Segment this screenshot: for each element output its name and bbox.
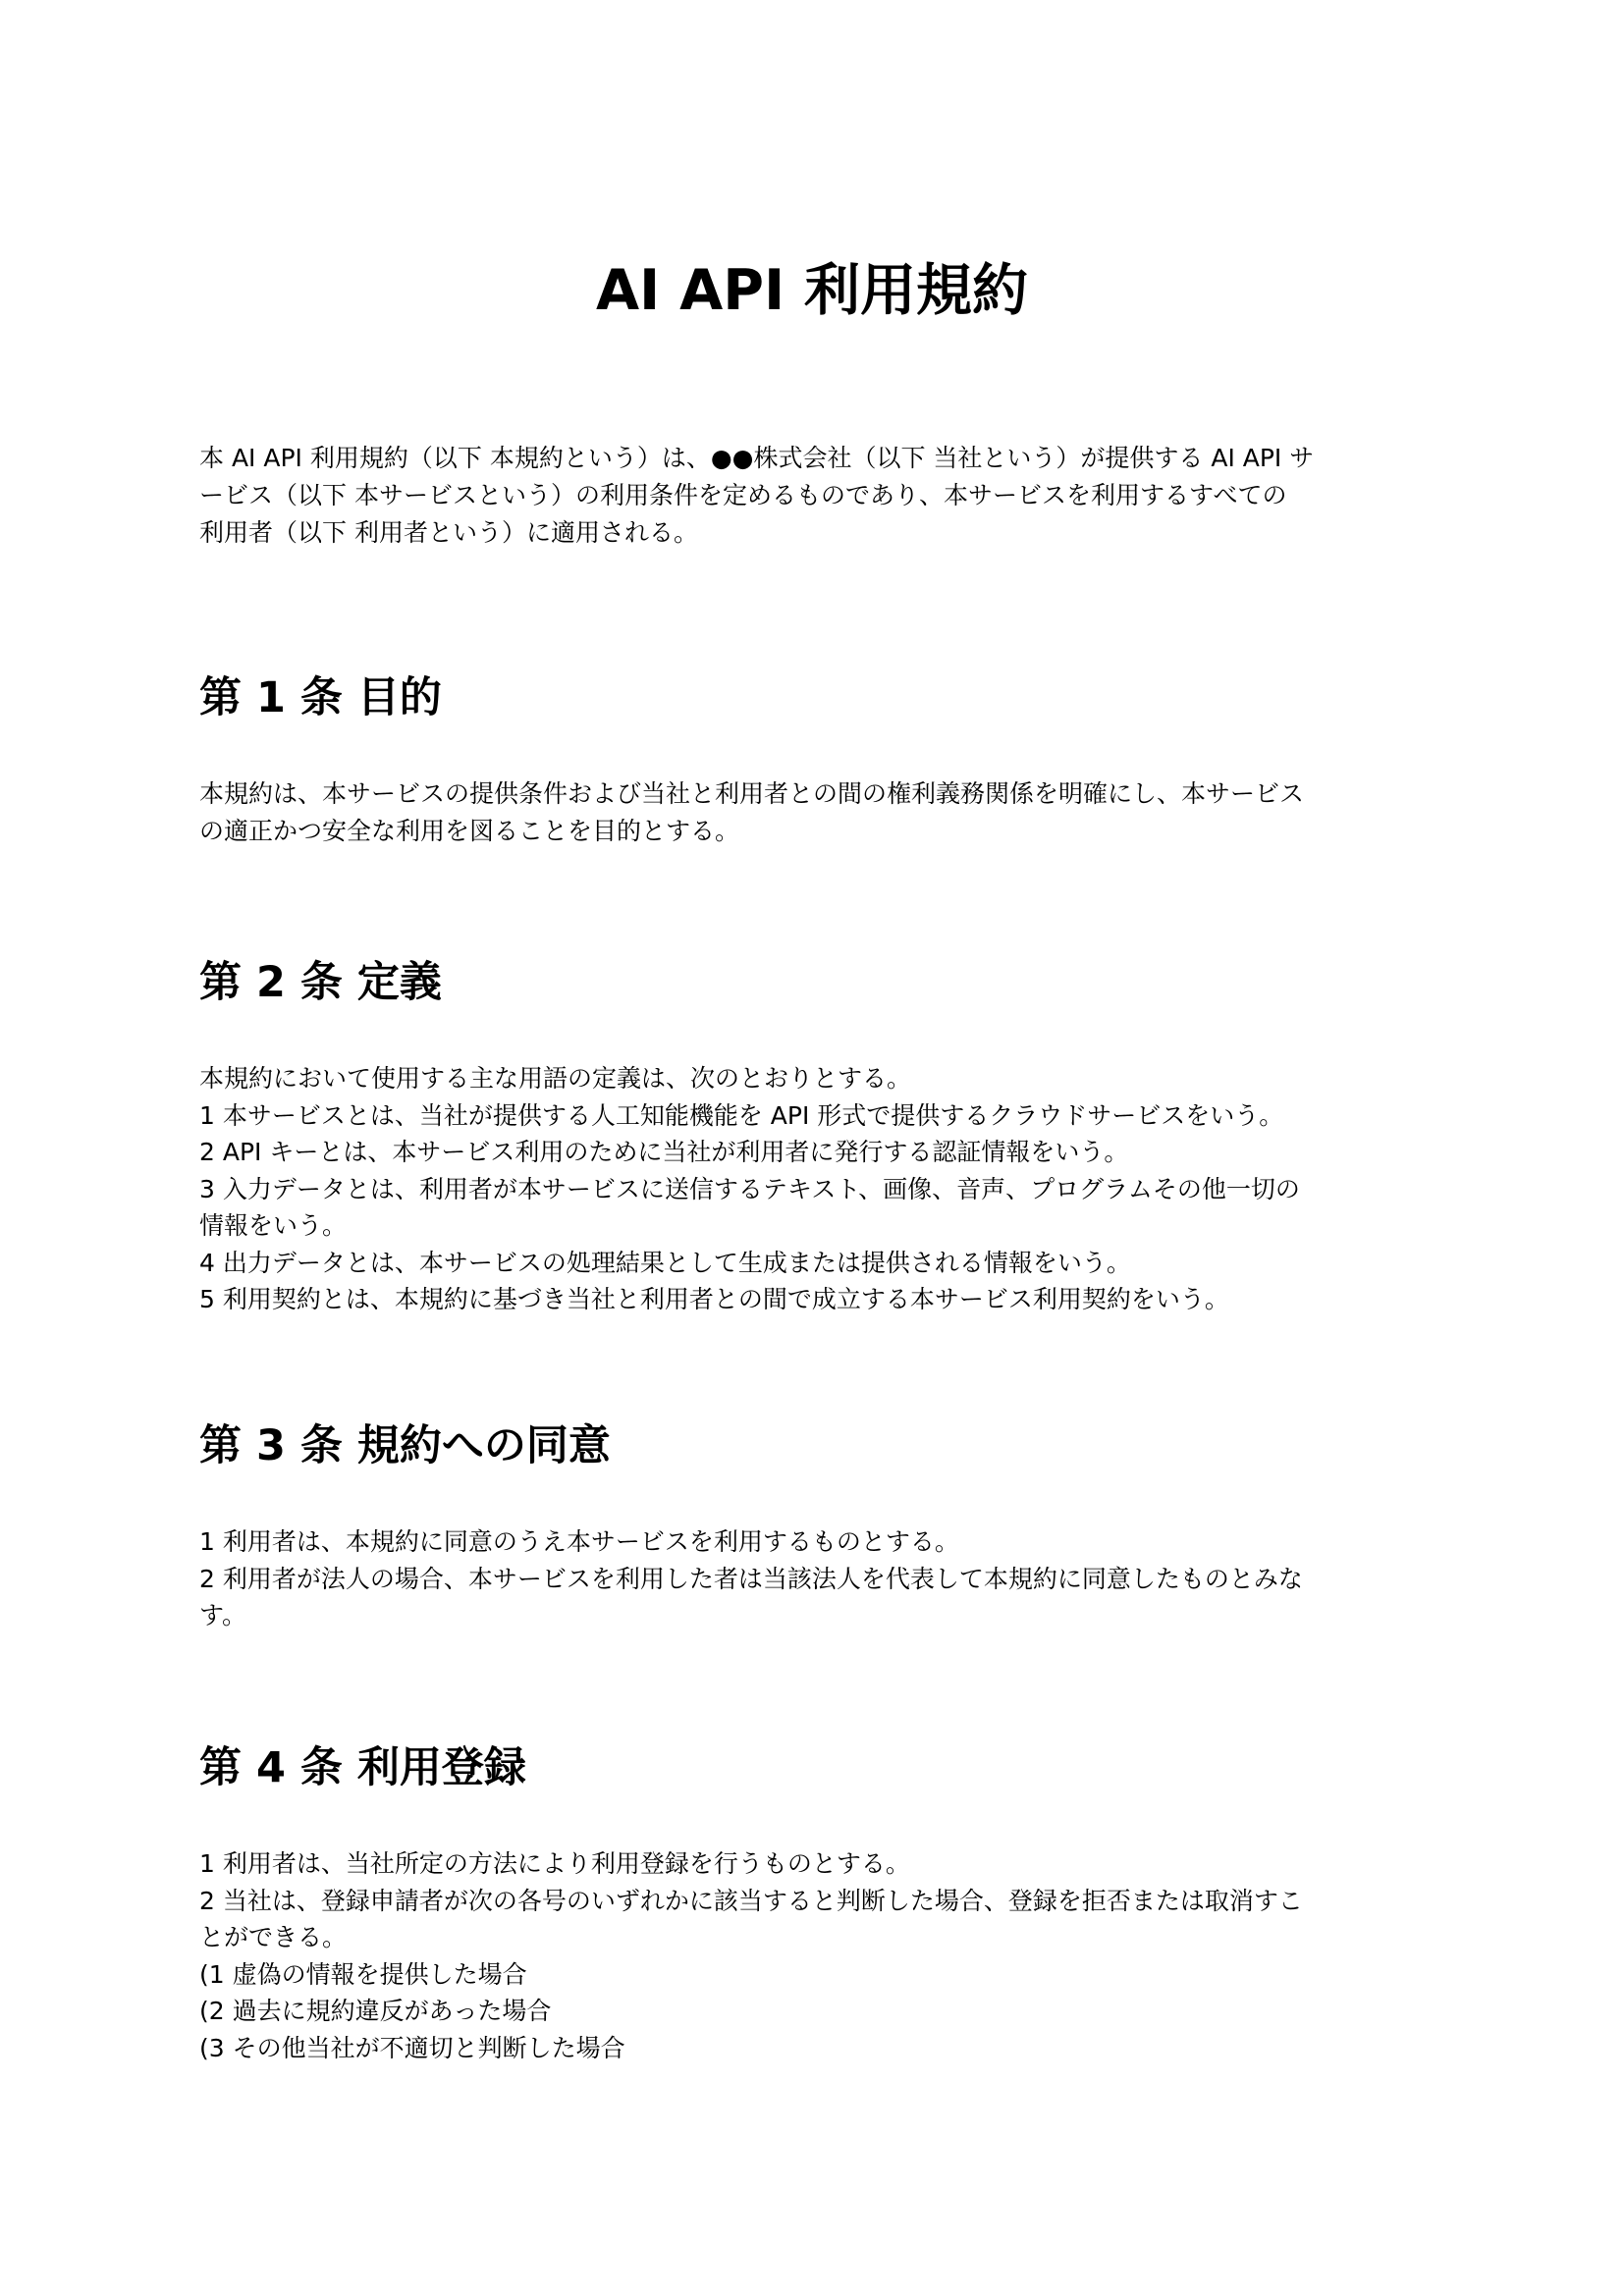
article-2 [199, 958, 1436, 1318]
article-body [199, 1060, 1436, 1318]
intro-paragraph [199, 440, 1436, 552]
article-line: す。 [199, 1601, 247, 1629]
article-line: 1 本サービスとは、当社が提供する人工知能機能を API 形式で提供するクラウドサービスをいう。 [199, 1100, 1284, 1130]
article-line: 1 利用者は、当社所定の方法により利用登録を行うものとする。 [199, 1849, 910, 1878]
article-heading: 第 4 条 利用登録 [199, 1743, 526, 1792]
article-body [199, 775, 1436, 849]
article-line: 3 入力データとは、利用者が本サービスに送信するテキスト、画像、音声、プログラムその他一切の [199, 1174, 1300, 1203]
article-heading: 第 3 条 規約への同意 [199, 1421, 611, 1470]
article-line: (1 虚偽の情報を提供した場合 [199, 1959, 527, 1989]
intro-line: 本 AI API 利用規約（以下 本規約という）は、●●株式会社（以下 当社という）が提供する AI API サ [199, 444, 1315, 472]
article-line: (3 その他当社が不適切と判断した場合 [199, 2033, 625, 2062]
article-3 [199, 1421, 1436, 1634]
article-line: 4 出力データとは、本サービスの処理結果として生成または提供される情報をいう。 [199, 1248, 1131, 1277]
article-heading: 第 1 条 目的 [199, 673, 442, 722]
article-line: 本規約は、本サービスの提供条件および当社と利用者との間の権利義務関係を明確にし、本サービス [199, 779, 1305, 808]
article-line: 2 API キーとは、本サービス利用のために当社が利用者に発行する認証情報をいう。 [199, 1138, 1129, 1166]
article-heading: 第 2 条 定義 [199, 958, 442, 1007]
article-line: (2 過去に規約違反があった場合 [199, 1997, 552, 2025]
article-line: 1 利用者は、本規約に同意のうえ本サービスを利用するものとする。 [199, 1527, 959, 1556]
article-line: 2 当社は、登録申請者が次の各号のいずれかに該当すると判断した場合、登録を拒否または取消すこ [199, 1886, 1303, 1915]
article-line: 2 利用者が法人の場合、本サービスを利用した者は当該法人を代表して本規約に同意したものとみな [199, 1564, 1303, 1593]
article-line: の適正かつ安全な利用を図ることを目的とする。 [199, 816, 740, 845]
intro-line: 利用者（以下 利用者という）に適用される。 [199, 518, 698, 547]
article-line: 本規約において使用する主な用語の定義は、次のとおりとする。 [199, 1064, 912, 1093]
article-body [199, 1523, 1436, 1634]
article-line: 5 利用契約とは、本規約に基づき当社と利用者との間で成立する本サービス利用契約をいう。 [199, 1285, 1229, 1313]
article-line: 情報をいう。 [199, 1211, 348, 1240]
article-1 [199, 673, 1436, 849]
article-body [199, 1845, 1436, 2066]
article-line: とができる。 [199, 1923, 348, 1951]
document-title: AI API 利用規約 [595, 258, 1029, 323]
intro-line: ービス（以下 本サービスという）の利用条件を定めるものであり、本サービスを利用するすべての [199, 481, 1287, 509]
article-4 [199, 1743, 1436, 2066]
